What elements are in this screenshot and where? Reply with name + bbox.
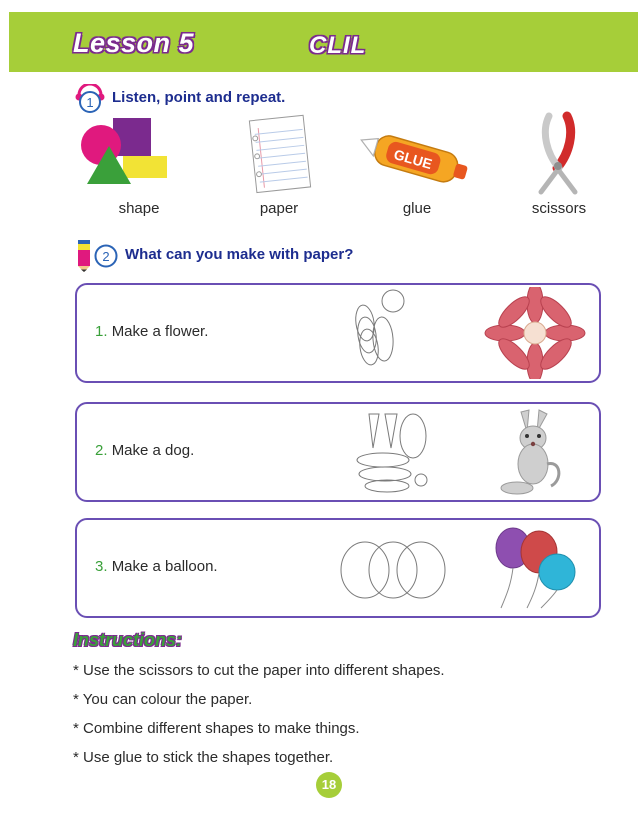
shapes-icon <box>69 110 209 198</box>
instruction-line-2: * You can colour the paper. <box>73 691 253 708</box>
task-label-balloon <box>95 558 218 575</box>
instruction-line-4: * Use glue to stick the shapes together. <box>73 749 334 766</box>
task-label-dog <box>95 442 194 459</box>
svg-text:2: 2 <box>102 249 110 264</box>
vocab-item-scissors <box>489 110 629 225</box>
svg-text:GLUE: GLUE <box>392 145 434 173</box>
task-box-dog[interactable] <box>75 402 601 502</box>
flower-petals-sketch <box>317 289 467 377</box>
lesson-title: Lesson 5 <box>73 28 195 58</box>
svg-text:1: 1 <box>86 95 94 110</box>
paper-sheet-icon <box>209 110 349 198</box>
vocab-label-paper: paper <box>259 200 299 217</box>
task-box-flower[interactable] <box>75 283 601 383</box>
activity-1-instruction: Listen, point and repeat. <box>112 89 286 106</box>
vocab-item-shape <box>69 110 209 225</box>
scissors-icon <box>489 110 629 198</box>
vocab-label-glue: glue <box>402 200 432 217</box>
task-number-flower: 1. <box>95 323 108 340</box>
task-text-flower: Make a flower. <box>111 323 209 340</box>
vocab-item-paper <box>209 110 349 225</box>
page-number: 18 <box>316 772 342 798</box>
task-text-balloon: Make a balloon. <box>111 558 218 575</box>
clil-title: CLIL <box>309 32 367 59</box>
instruction-line-3: * Combine different shapes to make things. <box>73 720 360 737</box>
task-number-balloon: 3. <box>95 558 108 575</box>
balloon-circles-sketch <box>317 524 467 612</box>
dog-shapes-sketch <box>317 408 467 496</box>
task-box-balloon[interactable] <box>75 518 601 618</box>
vocab-item-glue <box>347 110 487 225</box>
instructions-title: Instructions: <box>73 630 183 650</box>
pencil-icon <box>73 238 95 272</box>
vocab-label-scissors: scissors <box>531 200 587 217</box>
balloons-art <box>477 522 597 614</box>
task-text-dog: Make a dog. <box>111 442 195 459</box>
task-number-dog: 2. <box>95 442 108 459</box>
flower-art <box>477 287 597 379</box>
activity-2-number-badge <box>94 244 118 268</box>
activity-2-question: What can you make with paper? <box>125 246 354 263</box>
task-label-flower <box>95 323 208 340</box>
dog-art <box>477 406 597 498</box>
vocabulary-row <box>69 110 629 225</box>
instruction-line-1: * Use the scissors to cut the paper into different shapes. <box>73 662 445 679</box>
glue-bottle-icon <box>347 110 487 198</box>
vocab-label-shape: shape <box>118 200 160 217</box>
